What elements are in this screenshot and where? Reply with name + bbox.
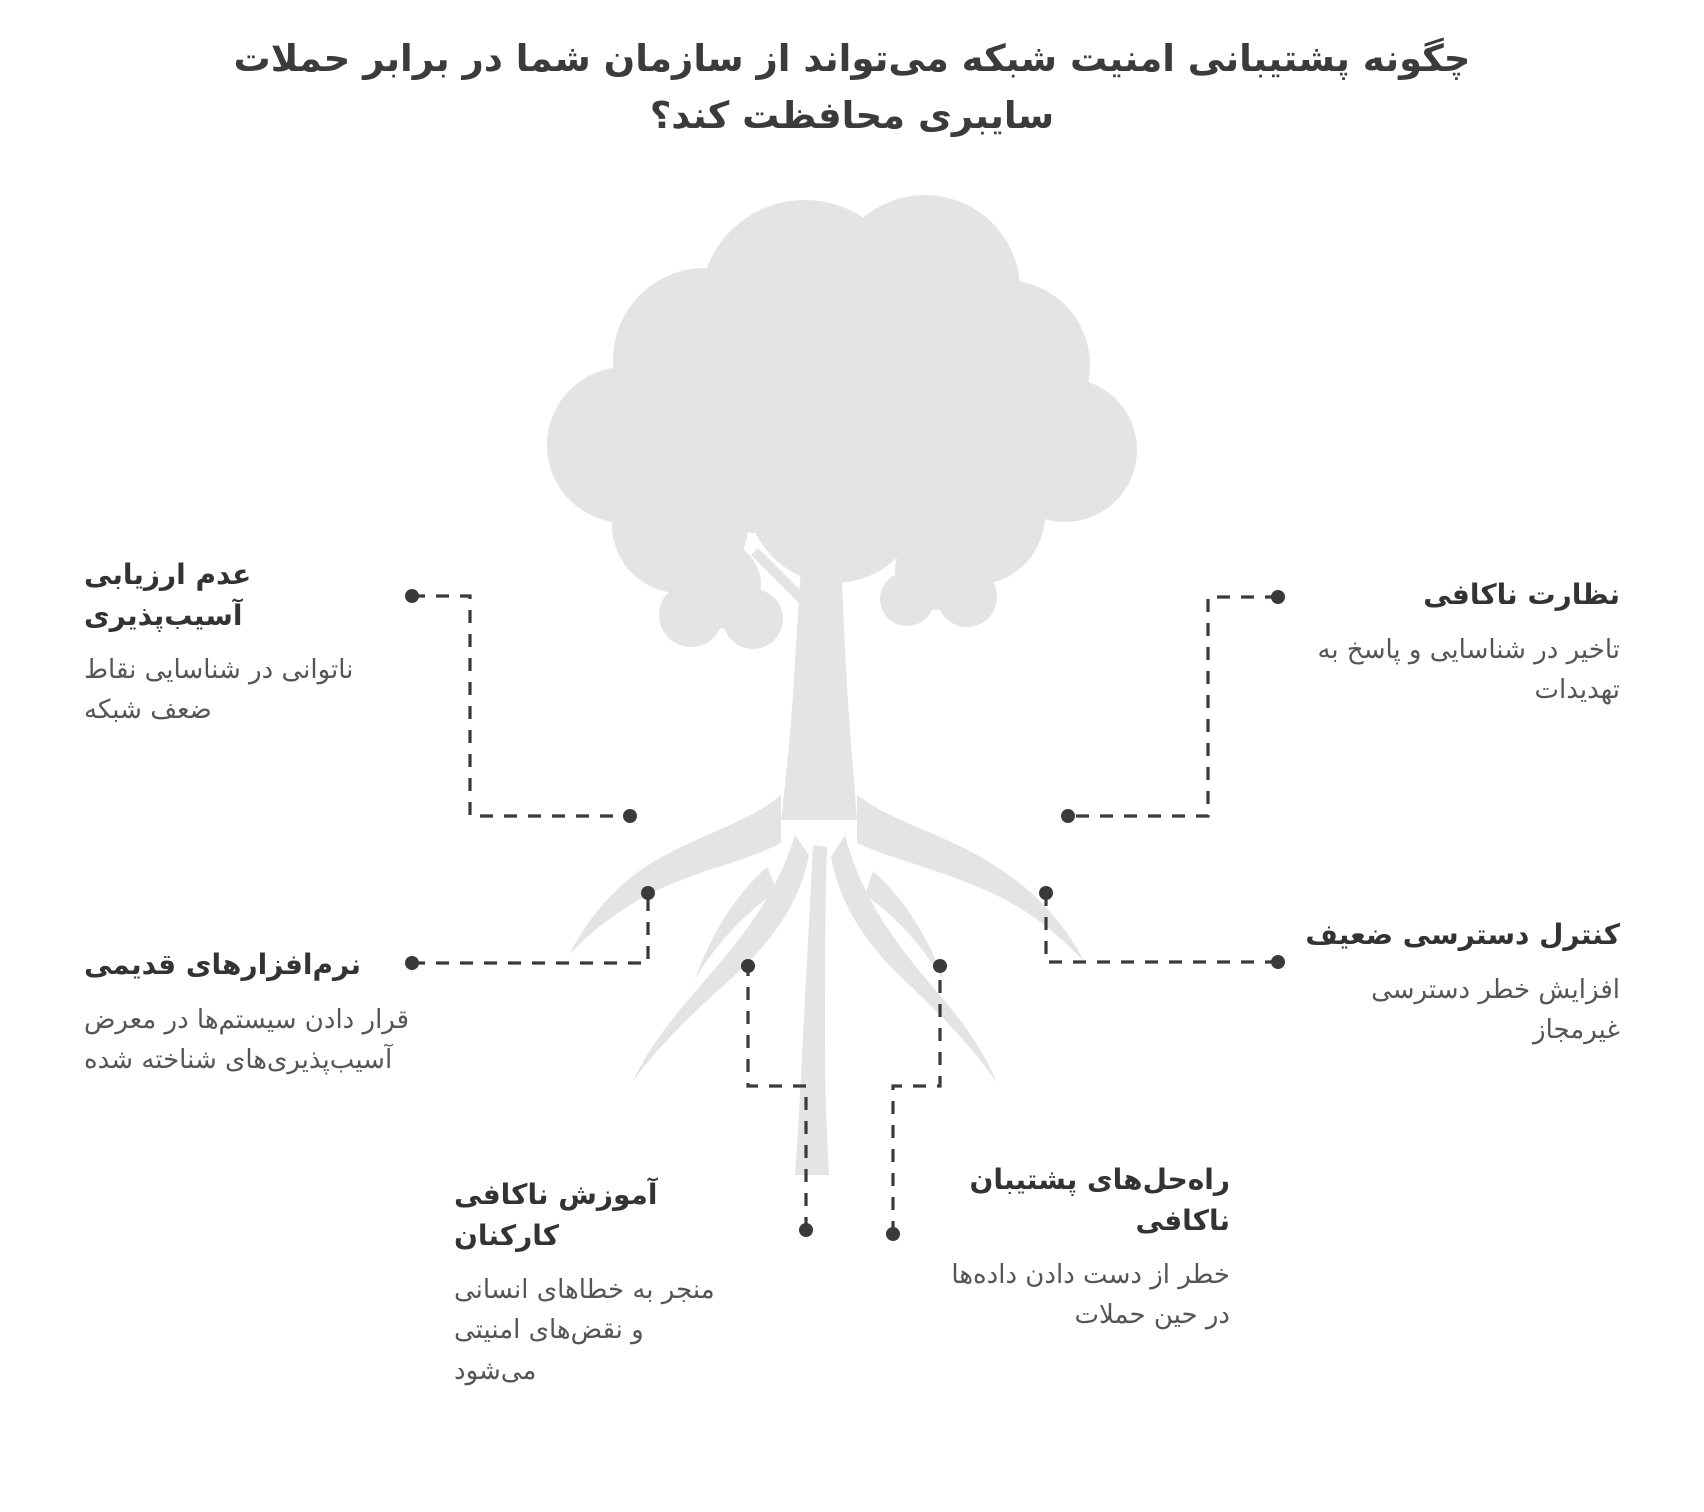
callout-body: تاخیر در شناسایی و پاسخ به تهدیدات (1317, 634, 1620, 705)
callout-body: قرار دادن سیستم‌ها در معرض آسیب‌پذیری‌های شناخته شده (84, 1004, 410, 1075)
callout-heading: راه‌حل‌های پشتیبان ناکافی (969, 1163, 1230, 1237)
callout-legacy-software (84, 945, 414, 1080)
callout-heading: عدم ارزیابی آسیب‌پذیری (84, 558, 252, 632)
callout-body: منجر به خطاهای انسانی و نقض‌های امنیتی می‌شود (454, 1275, 715, 1386)
callout-body: خطر از دست دادن داده‌ها در حین حملات (951, 1260, 1230, 1331)
callout-body: ناتوانی در شناسایی نقاط ضعف شبکه (84, 655, 354, 726)
callout-vulnerability-assessment (84, 555, 414, 731)
callout-heading: نرم‌افزارهای قدیمی (84, 948, 361, 981)
page-title: چگونه پشتیبانی امنیت شبکه می‌تواند از سازمان شما در برابر حملات سایبری محافظت کند؟ (233, 37, 1471, 138)
callout-heading: نظارت ناکافی (1423, 578, 1620, 611)
callout-insufficient-monitoring (1290, 575, 1620, 710)
callout-body: افزایش خطر دسترسی غیرمجاز (1371, 974, 1620, 1045)
callout-heading: آموزش ناکافی کارکنان (454, 1178, 658, 1252)
callout-weak-access-control (1290, 915, 1620, 1050)
callout-heading: کنترل دسترسی ضعیف (1305, 918, 1620, 951)
callout-insufficient-support-solutions (930, 1160, 1230, 1336)
tree-icon (505, 195, 1225, 1205)
callout-insufficient-training (454, 1175, 724, 1391)
